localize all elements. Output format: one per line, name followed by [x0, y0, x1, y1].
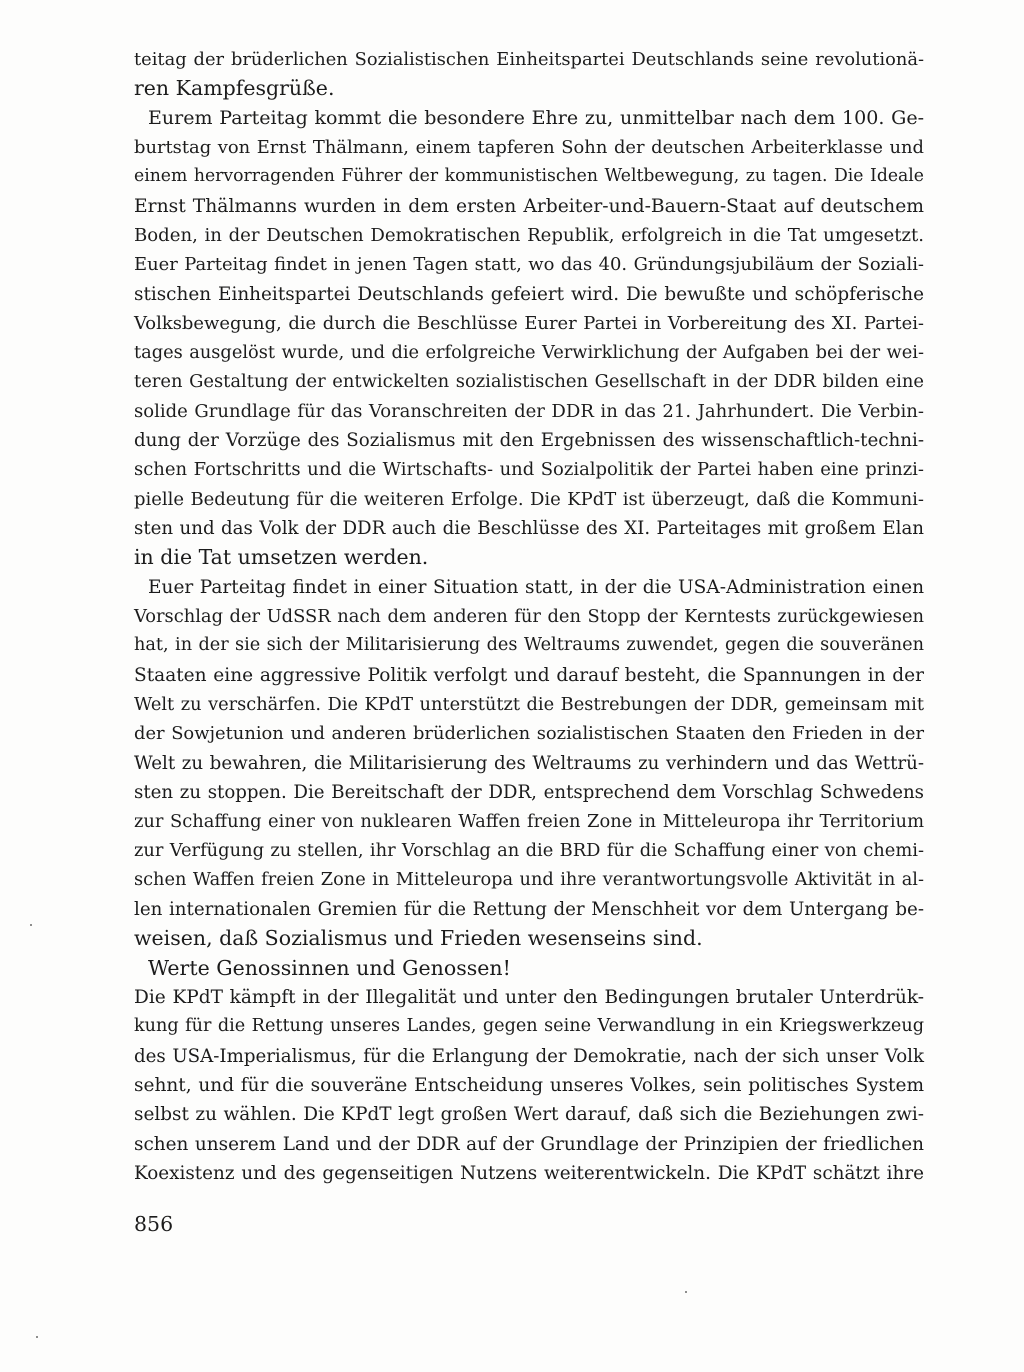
text-line: stischen Einheitspartei Deutschlands gefeiert wird. Die bewußte und schöpferische [134, 283, 924, 305]
text-line: sehnt, und für die souveräne Entscheidung unseres Volkes, sein politisches System [134, 1074, 924, 1096]
text-line: Welt zu bewahren, die Militarisierung des Weltraums zu verhindern und das Wettrü- [134, 752, 924, 774]
text-line: Ernst Thälmanns wurden in dem ersten Arbeiter-und-Bauern-Staat auf deutschem [134, 195, 924, 217]
text-line: solide Grundlage für das Voranschreiten der DDR in das 21. Jahrhundert. Die Verbin- [134, 400, 924, 422]
text-line: Werte Genossinnen und Genossen! [148, 955, 511, 980]
text-line: kung für die Rettung unseres Landes, gegen seine Verwandlung in ein Kriegswerkzeug [134, 1016, 924, 1037]
text-line: selbst zu wählen. Die KPdT legt großen Wert darauf, daß sich die Beziehungen zwi- [134, 1104, 924, 1126]
text-line: schen Waffen freien Zone in Mitteleuropa und ihre verantwortungsvolle Aktivität in al- [134, 869, 924, 890]
text-line: der Sowjetunion und anderen brüderlichen sozialistischen Staaten den Frieden in der [134, 723, 924, 745]
text-line: Welt zu verschärfen. Die KPdT unterstützt die Bestrebungen der DDR, gemeinsam mit [134, 693, 924, 715]
body-text [134, 45, 924, 1188]
text-line: teitag der brüderlichen Sozialistischen Einheitspartei Deutschlands seine revolutionä- [134, 49, 924, 70]
text-line: len internationalen Gremien für die Rettung der Menschheit vor dem Untergang be- [134, 899, 924, 921]
text-line: zur Schaffung einer von nuklearen Waffen freien Zone in Mitteleuropa ihr Territorium [134, 811, 924, 833]
text-line: Volksbewegung, die durch die Beschlüsse Eurer Partei in Vorbereitung des XI. Partei- [134, 312, 924, 334]
text-line: dung der Vorzüge des Sozialismus mit den Ergebnissen des wissenschaftlich-techni- [134, 430, 924, 452]
text-line: Boden, in der Deutschen Demokratischen Republik, erfolgreich in die Tat umgesetzt. [134, 224, 924, 246]
text-line: Euer Parteitag findet in einer Situation statt, in der die USA-Administration einen [148, 576, 924, 598]
text-line: Die KPdT kämpft in der Illegalität und unter den Bedingungen brutaler Unterdrük- [134, 987, 924, 1008]
text-line: Vorschlag der UdSSR nach dem anderen für den Stopp der Kerntests zurückgewiesen [134, 605, 924, 627]
page-number: 856 [134, 1212, 174, 1236]
text-line: Euer Parteitag findet in jenen Tagen statt, wo das 40. Gründungsjubiläum der Soziali- [134, 254, 924, 276]
text-line: teren Gestaltung der entwickelten sozialistischen Gesellschaft in der DDR bilden eine [134, 371, 924, 393]
text-line: burtstag von Ernst Thälmann, einem tapferen Sohn der deutschen Arbeiterklasse und [134, 136, 924, 158]
text-line: Staaten eine aggressive Politik verfolgt und darauf besteht, die Spannungen in der [134, 664, 924, 686]
text-line: zur Verfügung zu stellen, ihr Vorschlag an die BRD für die Schaffung einer von chemi- [134, 840, 924, 862]
text-line: einem hervorragenden Führer der kommunistischen Weltbewegung, zu tagen. Die Ideale [134, 166, 924, 187]
text-line: hat, in der sie sich der Militarisierung des Weltraums zuwendet, gegen die souveränen [134, 635, 924, 656]
scan-speck [685, 1291, 687, 1293]
text-line: schen unserem Land und der DDR auf der Grundlage der Prinzipien der friedlichen [134, 1133, 924, 1155]
scan-speck [30, 924, 32, 926]
text-line: sten zu stoppen. Die Bereitschaft der DDR, entsprechend dem Vorschlag Schwedens [134, 781, 924, 803]
text-line: tages ausgelöst wurde, und die erfolgreiche Verwirklichung der Aufgaben bei der wei- [134, 342, 924, 364]
scan-speck [36, 1336, 38, 1338]
text-line: Eurem Parteitag kommt die besondere Ehre zu, unmittelbar nach dem 100. Ge- [148, 106, 924, 129]
text-line: weisen, daß Sozialismus und Frieden wesenseins sind. [134, 926, 703, 951]
text-line: des USA-Imperialismus, für die Erlangung der Demokratie, nach der sich unser Volk [134, 1045, 924, 1067]
text-line: in die Tat umsetzen werden. [134, 545, 429, 570]
text-line: pielle Bedeutung für die weiteren Erfolge. Die KPdT ist überzeugt, daß die Kommuni- [134, 488, 924, 510]
text-line: ren Kampfesgrüße. [134, 76, 335, 101]
text-line: Koexistenz und des gegenseitigen Nutzens weiterentwickeln. Die KPdT schätzt ihre [134, 1162, 924, 1184]
text-line: sten und das Volk der DDR auch die Beschlüsse des XI. Parteitages mit großem Elan [134, 518, 924, 539]
text-line: schen Fortschritts und die Wirtschafts- und Sozialpolitik der Partei haben eine prinzi- [134, 459, 924, 481]
